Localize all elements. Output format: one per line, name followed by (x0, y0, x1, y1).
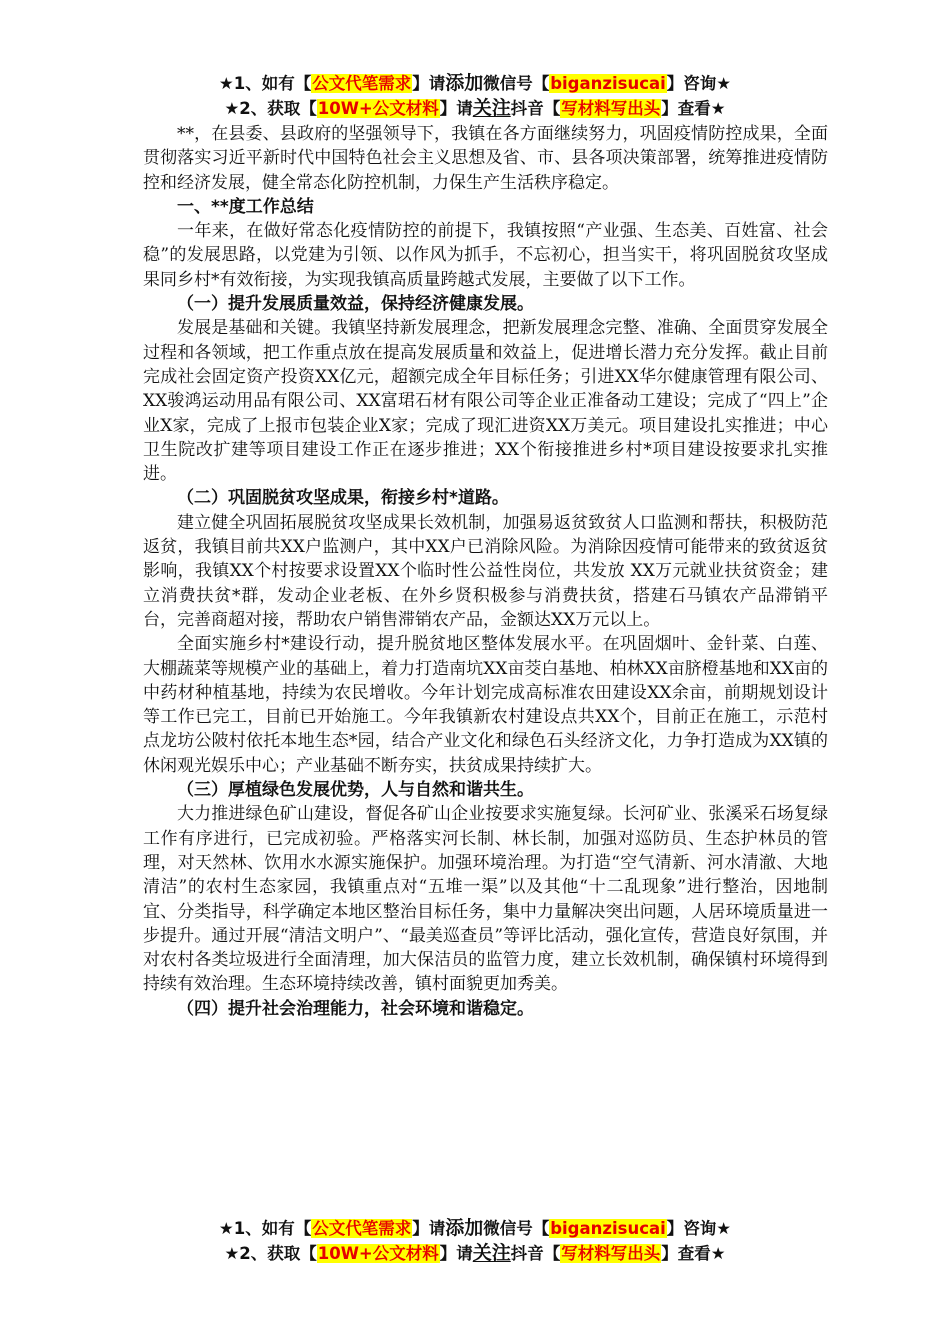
promo-text: 】请 (439, 1244, 473, 1263)
promo-prefix: ★2、获取【 (224, 99, 317, 118)
body-paragraph: **，在县委、县政府的坚强领导下，我镇在各方面继续努力，巩固疫情防控成果，全面贯彻落实习近平新时代中国特色社会主义思想及省、市、县各项决策部署，统筹推进疫情防控和经济发展，健全常态化防控机制，力保生产生活秩序稳定。 (143, 124, 828, 193)
promo-text: 微信号【 (483, 74, 550, 93)
section-heading: （四）提升社会治理能力，社会环境和谐稳定。 (177, 998, 534, 1019)
promo-text: 微信号【 (483, 1219, 550, 1238)
body-paragraph: 发展是基础和关键。我镇坚持新发展理念，把新发展理念完整、准确、全面贯穿发展全过程和各领域，把工作重点放在提高发展质量和效益上，促进增长潜力充分发挥。截止目前完成社会固定资产投资XX亿元，超额完成全年目标任务；引进XX华尔健康管理有限公司、XX骏鸿运动用品有限公司、XX富珺石材有限公司等企业正准备动工建设；完成了“四上”企业X家，完成了上报市包装企业X家；完成了现汇进资XX万美元。项目建设扎实推进；中心卫生院改扩建等项目建设工作正在逐步推进；XX个衔接推进乡村*项目建设按要求扎实推进。 (143, 318, 828, 485)
promo-suffix: 】咨询★ (666, 74, 732, 93)
promo-suffix: 】咨询★ (666, 1219, 732, 1238)
promo-line-2 (0, 1241, 950, 1266)
promo-banner-bottom (0, 1216, 950, 1266)
promo-banner-top (0, 71, 950, 121)
promo-emphasis: 添加 (445, 1217, 484, 1239)
body-paragraph: 大力推进绿色矿山建设，督促各矿山企业按要求实施复绿。长河矿业、张溪采石场复绿工作有序进行，已完成初验。严格落实河长制、林长制，加强对巡防员、生态护林员的管理，对天然林、饮用水水源实施保护。加强环境治理。为打造“空气清新、河水清澈、大地清洁”的农村生态家园，我镇重点对“五堆一渠”以及其他“十二乱现象”进行整治，因地制宜、分类指导，科学确定本地区整治目标任务，集中力量解决突出问题，人居环境质量进一步提升。通过开展“清洁文明户”、“最美巡查员”等评比活动，强化宣传，营造良好氛围，并对农村各类垃圾进行全面清理，加大保洁员的监管力度，建立长效机制，确保镇村环境得到持续有效治理。生态环境持续改善，镇村面貌更加秀美。 (143, 804, 828, 995)
section-heading: （一）提升发展质量效益，保持经济健康发展。 (177, 294, 534, 315)
promo-douyin-id: 写材料写出头 (561, 1244, 661, 1263)
promo-emphasis: 关注 (472, 1242, 511, 1264)
promo-line-1 (0, 71, 950, 96)
promo-prefix: ★2、获取【 (224, 1244, 317, 1263)
promo-text: 】请 (439, 99, 473, 118)
promo-highlight: 10W+公文材料 (317, 99, 439, 118)
promo-wechat-id: biganzisucai (550, 74, 666, 93)
body-paragraph: 全面实施乡村*建设行动，提升脱贫地区整体发展水平。在巩固烟叶、金针菜、白莲、大棚蔬菜等规模产业的基础上，着力打造南坑XX亩茭白基地、柏林XX亩脐橙基地和XX亩的中药材种植基地，持续为农民增收。今年计划完成高标准农田建设XX余亩，前期规划设计等工作已完工，目前已开始施工。今年我镇新农村建设点共XX个，目前正在施工，示范村点龙坊公陂村依托本地生态*园，结合产业文化和绿色石头经济文化，力争打造成为XX镇的休闲观光娱乐中心；产业基础不断夯实，扶贫成果持续扩大。 (143, 634, 828, 776)
promo-text: 抖音【 (510, 1244, 561, 1263)
promo-suffix: 】查看★ (661, 99, 726, 118)
section-heading: （二）巩固脱贫攻坚成果，衔接乡村*道路。 (177, 488, 509, 509)
promo-wechat-id: biganzisucai (550, 1219, 666, 1238)
promo-douyin-id: 写材料写出头 (561, 99, 661, 118)
body-paragraph: 一年来，在做好常态化疫情防控的前提下，我镇按照“产业强、生态美、百姓富、社会稳”的发展思路，以党建为引领、以作风为抓手，不忘初心，担当实干，将巩固脱贫攻坚成果同乡村*有效衔接，为实现我镇高质量跨越式发展，主要做了以下工作。 (143, 221, 828, 290)
promo-highlight: 公文代笔需求 (312, 74, 412, 93)
document-body (143, 122, 828, 1021)
promo-emphasis: 添加 (445, 72, 484, 94)
promo-prefix: ★1、如有【 (218, 74, 312, 93)
promo-suffix: 】查看★ (661, 1244, 726, 1263)
promo-highlight: 10W+公文材料 (317, 1244, 439, 1263)
section-heading: 一、**度工作总结 (177, 196, 314, 217)
promo-text: 】请 (412, 1219, 446, 1238)
section-heading: （三）厚植绿色发展优势，人与自然和谐共生。 (177, 780, 534, 801)
promo-emphasis: 关注 (472, 97, 511, 119)
promo-text: 】请 (412, 74, 446, 93)
body-paragraph: 建立健全巩固拓展脱贫攻坚成果长效机制，加强易返贫致贫人口监测和帮扶，积极防范返贫，我镇目前共XX户监测户，其中XX户已消除风险。为消除因疫情可能带来的致贫返贫影响，我镇XX个村按要求设置XX个临时性公益性岗位，共发放 XX万元就业扶贫资金；建立消费扶贫*群，发动企业老板、在外乡贤积极参与消费扶贫，搭建石马镇农产品滞销平台，完善商超对接，帮助农户销售滞销农产品，金额达XX万元以上。 (143, 512, 828, 630)
promo-text: 抖音【 (510, 99, 561, 118)
promo-line-1 (0, 1216, 950, 1241)
promo-highlight: 公文代笔需求 (312, 1219, 412, 1238)
promo-prefix: ★1、如有【 (218, 1219, 312, 1238)
promo-line-2 (0, 96, 950, 121)
